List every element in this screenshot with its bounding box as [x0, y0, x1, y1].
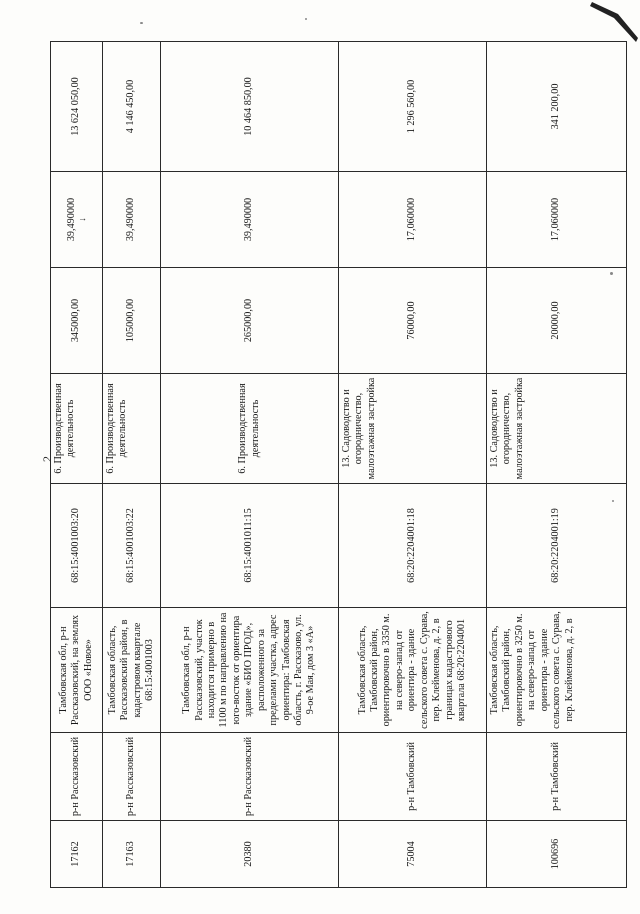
district-cell: р-н Рассказовский	[103, 733, 161, 821]
scan-edge-mark	[588, 0, 640, 44]
table-row	[51, 42, 103, 888]
price-cell: 39,490000	[161, 172, 339, 268]
land-use-cell: 6. Производственная деятельность	[51, 374, 103, 484]
check-mark-icon: ↓	[77, 217, 88, 222]
address-cell: Тамбовская обл, р-н Рассказовский, на землях ООО «Новое»	[51, 608, 103, 733]
land-use-cell: 13. Садоводство и огородничество, малоэтажная застройка	[487, 374, 627, 484]
table-row	[487, 42, 627, 888]
cadastral-number-cell: 68:20:2204001:19	[487, 484, 627, 608]
area-cell: 265000,00	[161, 268, 339, 374]
price-value: 39,490000	[65, 197, 77, 242]
cadastral-number-cell: 68:15:4001003:20	[51, 484, 103, 608]
land-use-cell: 6. Производственная деятельность	[161, 374, 339, 484]
page-number: 2	[40, 456, 54, 462]
address-cell: Тамбовская обл, р-н Рассказовский, участок находится примерно в 1100 м по направлению на юго-восток от ориентира здание «БИО ПРОД», расположенного за пределами участка, адрес ориентира: Тамбовская область, г. Рассказово, ул. 9-ое Мая, дом 3 «А»	[161, 608, 339, 733]
address-cell: Тамбовская область, Тамбовский район, ориентировочно в 3350 м. на северо-запад от ориентира - здание сельского совета с. Сурава, пер. Клейменова, д. 2, в границах кадастрового квартала 68:20:2204001	[339, 608, 487, 733]
cadastral-cost-cell: 1 296 560,00	[339, 42, 487, 172]
land-use-cell: 6. Производственная деятельность	[103, 374, 161, 484]
table-row	[103, 42, 161, 888]
price-cell: 39,490000	[103, 172, 161, 268]
district-cell: р-н Тамбовский	[487, 733, 627, 821]
land-use-cell: 13. Садоводство и огородничество, малоэтажная застройка	[339, 374, 487, 484]
table-row	[161, 42, 339, 888]
land-plot-table-wrapper	[50, 42, 626, 888]
address-cell: Тамбовская область, Тамбовский район, ориентировочно в 3250 м. на северо-запад от ориентира - здание сельского совета с. Сурава, пер. Клейменова, д. 2, в	[487, 608, 627, 733]
cadastral-cost-cell: 341 200,00	[487, 42, 627, 172]
cadastral-cost-cell: 10 464 850,00	[161, 42, 339, 172]
area-cell: 345000,00	[51, 268, 103, 374]
area-cell: 105000,00	[103, 268, 161, 374]
area-cell: 76000,00	[339, 268, 487, 374]
row-number: 17162	[51, 821, 103, 888]
district-cell: р-н Рассказовский	[51, 733, 103, 821]
scan-speck	[140, 22, 143, 24]
district-cell: р-н Тамбовский	[339, 733, 487, 821]
row-number: 75004	[339, 821, 487, 888]
area-cell: 20000,00	[487, 268, 627, 374]
cadastral-cost-cell: 4 146 450,00	[103, 42, 161, 172]
row-number: 17163	[103, 821, 161, 888]
table-row	[339, 42, 487, 888]
cadastral-number-cell: 68:15:4001011:15	[161, 484, 339, 608]
row-number: 20380	[161, 821, 339, 888]
cadastral-number-cell: 68:20:2204001:18	[339, 484, 487, 608]
row-number: 100696	[487, 821, 627, 888]
cadastral-number-cell: 68:15:4001003:22	[103, 484, 161, 608]
price-cell	[51, 172, 103, 268]
land-plot-table	[50, 41, 627, 888]
address-cell: Тамбовская область, Рассказовский район, в кадастровом квартале 68:15:4001003	[103, 608, 161, 733]
scan-speck	[305, 18, 307, 20]
cadastral-cost-cell: 13 624 050,00	[51, 42, 103, 172]
district-cell: р-н Рассказовский	[161, 733, 339, 821]
price-cell: 17,060000	[339, 172, 487, 268]
price-cell: 17,060000	[487, 172, 627, 268]
